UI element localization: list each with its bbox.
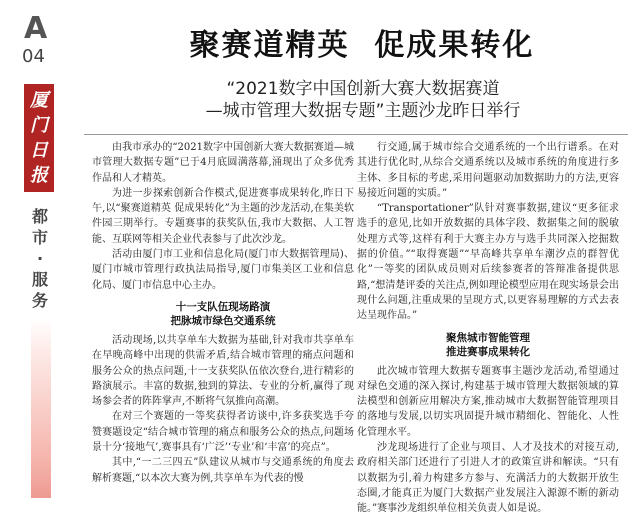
paragraph: 由我市承办的“2021数字中国创新大赛大数据赛道—城市管理大数据专题”已于4月底圆满落幕,涌现出了众多优秀作品和人才精英。 (92, 142, 354, 184)
paragraph: 为进一步探索创新合作模式,促进赛事成果转化,昨日下午,以“聚赛道精英 促成果转化”为主题的沙龙活动,在集美软件园三期举行。专题赛事的获奖队伍,我市大数据、人工智能、互联网等相关企业代表参与了此次沙龙。 (92, 187, 354, 245)
paragraph: 沙龙现场进行了企业与项目、人才及技术的对接互动,政府相关部门还进行了引进人才的政策宣讲和解读。“只有以数据为引,着力构建多方参与、充满活力的大数据开放生态圈,才能真正为厦门大数据产业发展注入源源不断的新动能。”赛事沙龙组织单位相关负责人如是说。 (357, 442, 619, 515)
paragraph: “Transportationer”队针对赛事数据,建议“更多征求选手的意见,比如开放数据的具体字段、数据集之间的脱敏处理方式等,这样有利于大赛主办方与选手共同深入挖掘数据的价值。”“取得赛题”“早高峰共享单车潮汐点的群智优化”一等奖的团队成员则对后续参赛者的答辩准备提供思路,“想清楚评委的关注点,例如理论模型应用在现实场景会出现什么问题,注重成果的呈现方式,以更容易理解的方式去表达呈现作品。” (357, 203, 619, 322)
paragraph: 行交通,属于城市综合交通系统的一个出行谱系。在对其进行优化时,从综合交通系统以及城市系统的角度进行多主体、多目标的考虑,采用问题驱动加数据助力的方法,更容易接近问题的实质。” (357, 142, 619, 199)
paragraph: 其中,“一二三四五”队建议从城市与交通系统的角度去解析赛题,“以本次大赛为例,共享单车为代表的慢 (92, 457, 354, 484)
decorative-gradient-bar (31, 318, 51, 498)
logo-char: 报 (30, 165, 48, 186)
paragraph: 活动由厦门市工业和信息化局(厦门市大数据管理局)、厦门市城市管理行政执法局指导,厦门市集美区工业和信息化局、厦门市信息中心主办。 (92, 249, 354, 291)
subtitle-line: 推进赛事成果转化 (446, 345, 530, 358)
paragraph: 在对三个赛题的一等奖获得者访谈中,许多获奖选手夸赞赛题设定“结合城市管理的痛点和服务公众的热点,问题场景十分‘接地气’,赛事具有‘广泛’‘专业’和‘丰富’的亮点”。 (92, 411, 354, 454)
subtitle-line: 十一支队伍现场路演 (175, 300, 271, 313)
paragraph: 此次城市管理大数据专题赛事主题沙龙活动,希望通过对绿色交通的深入探讨,构建基于城市管理大数据领域的算法模型和创新应用解决方案,推动城市大数据智能管理项目的落地与发展,以切实巩固提升城市精细化、智能化、人性化管理水平。 (357, 365, 619, 438)
page-number: 04 (22, 46, 45, 67)
subtitle-line: 把脉城市绿色交通系统 (170, 314, 276, 327)
section-name: 都市·服务 (31, 207, 48, 310)
article-column-left (92, 140, 354, 486)
newspaper-logo (24, 84, 54, 192)
divider (84, 134, 628, 135)
logo-char: 厦 (30, 90, 48, 111)
masthead-sidebar (0, 0, 62, 502)
section-subtitle (357, 331, 619, 359)
logo-char: 门 (30, 115, 48, 136)
subheadline-line: —城市管理大数据专题”主题沙龙昨日举行 (205, 101, 521, 121)
article-column-right (357, 140, 619, 517)
section-subtitle (92, 300, 354, 328)
subtitle-line: 聚焦城市智能管理 (446, 331, 530, 344)
headline: 聚赛道精英 促成果转化 (189, 28, 535, 63)
subheadline-line: “2021数字中国创新大赛大数据赛道 (226, 79, 500, 99)
subheadline (110, 78, 616, 122)
paragraph: 活动现场,以共享单车大数据为基础,针对我市共享单车在早晚高峰中出现的供需矛盾,结合城市管理的痛点问题和服务公众的热点问题,十一支获奖队伍依次登台,进行精彩的路演展示。丰富的数据,独到的算法、专业的分析,赢得了现场参会者的阵阵掌声,不断将气氛推向高潮。 (92, 334, 354, 408)
logo-char: 日 (30, 140, 48, 161)
section-letter: A (24, 11, 48, 46)
